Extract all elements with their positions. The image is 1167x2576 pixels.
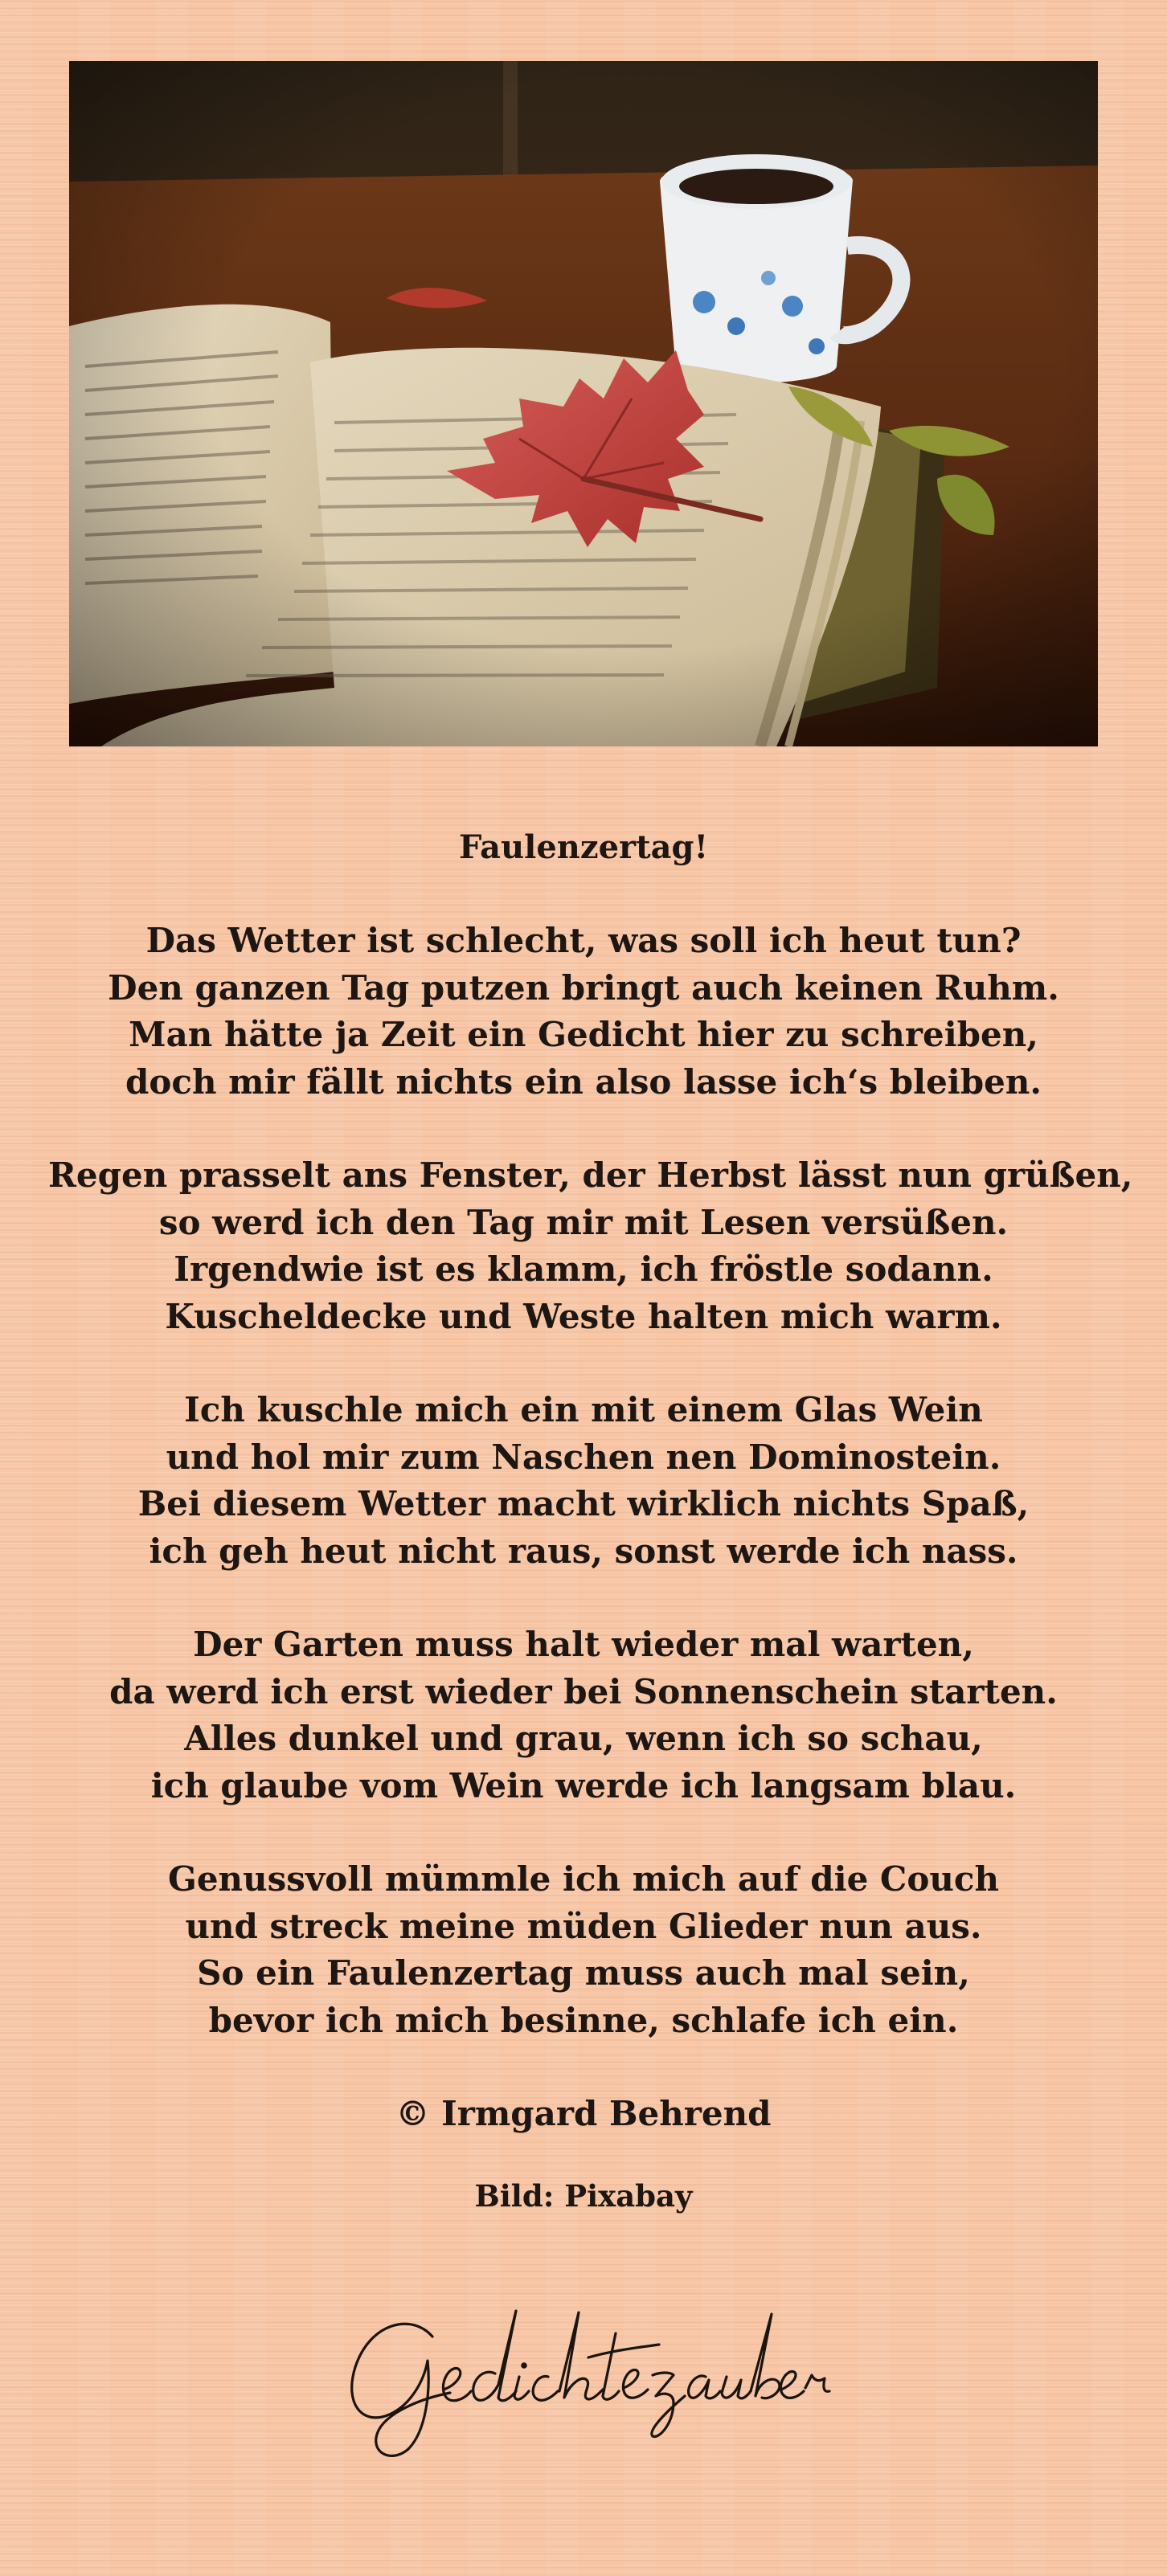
poem-title: Faulenzertag! <box>458 828 709 866</box>
book-leaf-coffee-illustration <box>69 61 1098 746</box>
copyright-notice: © Irmgard Behrend <box>395 2094 772 2133</box>
gedichtezauber-signature-icon <box>338 2295 836 2464</box>
poem-line: Kuscheldecke und Weste halten mich warm. <box>165 1296 1002 1336</box>
signature-logo <box>338 2295 836 2464</box>
poem-line: ich glaube vom Wein werde ich langsam blau. <box>150 1765 1017 1805</box>
poem-line: Man hätte ja Zeit ein Gedicht hier zu schreiben, <box>129 1015 1038 1054</box>
image-credit: Bild: Pixabay <box>474 2178 693 2214</box>
poem-line: Irgendwie ist es klamm, ich fröstle sodann. <box>174 1249 993 1289</box>
stanza-2 <box>48 1152 1133 1340</box>
poem-line: ich geh heut nicht raus, sonst werde ich nass. <box>149 1531 1018 1571</box>
poem <box>48 824 1133 2216</box>
poem-line: Regen prasselt ans Fenster, der Herbst lässt nun grüßen, <box>48 1155 1133 1195</box>
poem-line: da werd ich erst wieder bei Sonnenschein starten. <box>109 1671 1058 1711</box>
poem-line: und hol mir zum Naschen nen Dominostein. <box>166 1437 1001 1477</box>
poem-line: Der Garten muss halt wieder mal warten, <box>193 1625 974 1664</box>
stanza-4 <box>48 1621 1119 1809</box>
poem-line: Ich kuschle mich ein mit einem Glas Wein <box>184 1390 983 1429</box>
stanza-3 <box>48 1387 1119 1575</box>
poem-line: so werd ich den Tag mir mit Lesen versüßen. <box>158 1202 1009 1242</box>
poem-line: Das Wetter ist schlecht, was soll ich heut tun? <box>145 921 1022 960</box>
poem-line: Alles dunkel und grau, wenn ich so schau, <box>184 1719 983 1758</box>
poem-line: Genussvoll mümmle ich mich auf die Couch <box>167 1859 1000 1899</box>
poem-line: bevor ich mich besinne, schlafe ich ein. <box>208 2000 959 2040</box>
poem-line: doch mir fällt nichts ein also lasse ich‘s bleiben. <box>125 1061 1042 1102</box>
header-photo <box>69 61 1098 746</box>
poem-line: und streck meine müden Glieder nun aus. <box>185 1906 982 1946</box>
stanza-5 <box>48 1856 1119 2044</box>
poem-line: Bei diesem Wetter macht wirklich nichts Spaß, <box>137 1484 1030 1523</box>
stanza-1 <box>48 918 1119 1106</box>
poem-line: Den ganzen Tag putzen bringt auch keinen Ruhm. <box>108 967 1059 1008</box>
poem-line: So ein Faulenzertag muss auch mal sein, <box>197 1953 970 1993</box>
